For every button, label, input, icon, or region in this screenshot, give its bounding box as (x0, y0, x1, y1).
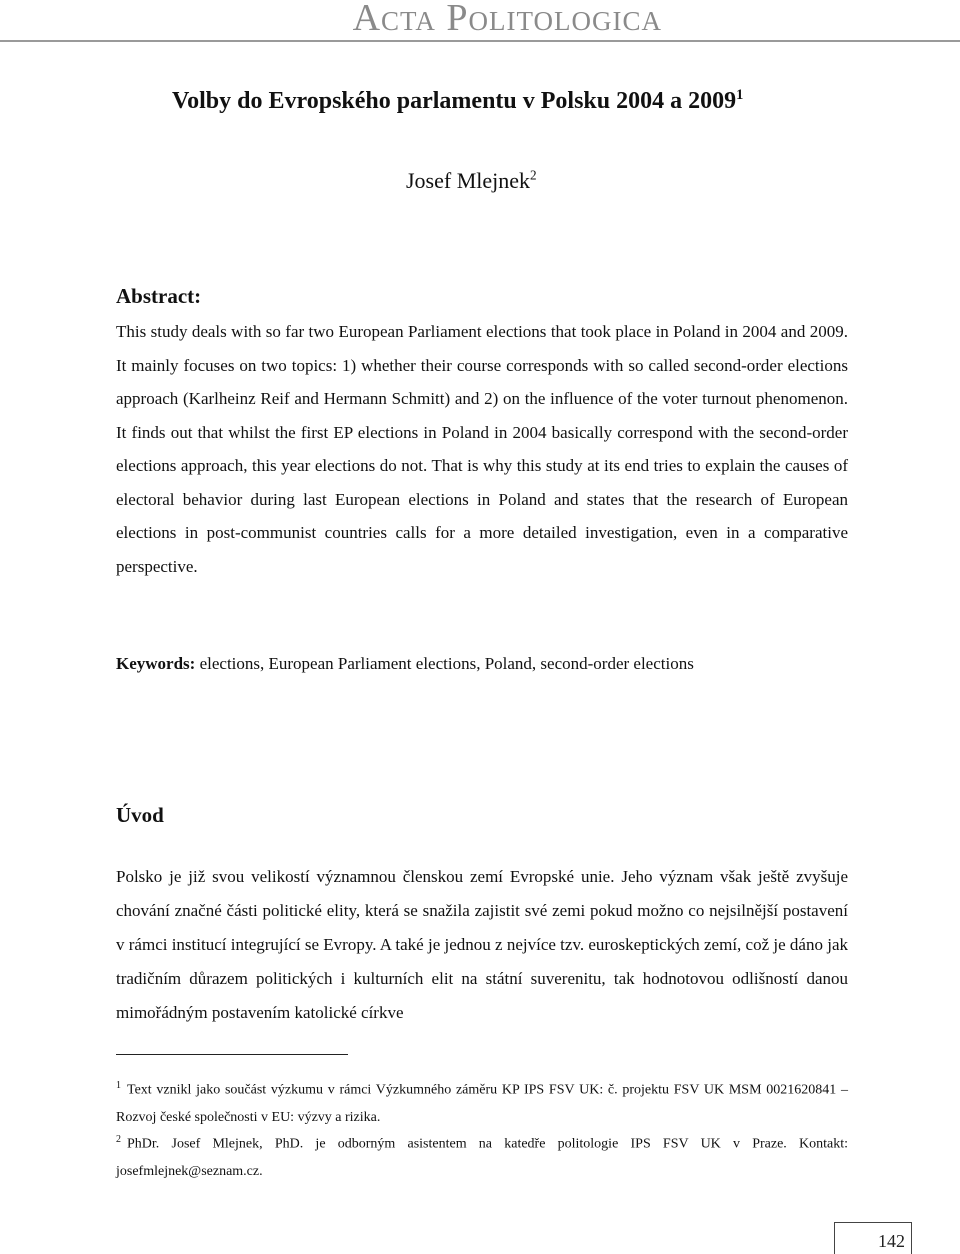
footnote-1 (116, 1072, 848, 1131)
footnote-2 (116, 1126, 848, 1185)
header-divider (0, 40, 960, 42)
abstract-text: This study deals with so far two European Parliament elections that took place in Poland in 2004 and 2009. It mainly focuses on two topics: 1) whether their course corresponds with so called second-order elections approach (Karlheinz Reif and Hermann Schmitt) and 2) on the influence of the voter turnout phenomenon. It finds out that whilst the first EP elections in Poland in 2004 basically correspond with the second-order elections approach, this year elections do not. That is why this study at its end tries to explain the causes of electoral behavior during last European elections in Poland and states that the research of European elections in post-communist countries calls for a more detailed investigation, even in a comparative perspective. (116, 322, 848, 576)
journal-header (0, 0, 960, 44)
paper-title (172, 88, 743, 115)
page-number: 142 (878, 1231, 905, 1251)
section-heading-intro: Úvod (116, 803, 164, 827)
keywords (116, 650, 856, 678)
page-number-box (834, 1222, 912, 1254)
author (406, 168, 537, 194)
footnote-number: 2 (116, 1134, 121, 1145)
intro-text: Polsko je již svou velikostí významnou členskou zemí Evropské unie. Jeho význam však ještě zvyšuje chování značné části politické elity, která se snažila zajistit své zemi pokud možno co nejsilnější postavení v rámci institucí integrující se Evropy. A také je jednou z nejvíce tzv. euroskeptických zemí, což je dáno jak tradičním důrazem politických i kulturních elit na státní suverenitu, tak hodnotovou odlišností danou mimořádným postavením katolické církve (116, 867, 848, 1022)
title-footnote-ref[interactable]: 1 (736, 87, 744, 103)
author-footnote-ref[interactable]: 2 (530, 167, 537, 183)
footnote-text: Text vznikl jako součást výzkumu v rámci Výzkumného záměru KP IPS FSV UK: č. projektu FSV UK MSM 0021620841 – Rozvoj české společnosti v EU: výzvy a rizika. (116, 1082, 848, 1125)
footnote-number: 1 (116, 1080, 121, 1091)
journal-title: Acta Politologica (352, 0, 662, 39)
paper-title-text: Volby do Evropského parlamentu v Polsku 2004 a 2009 (172, 88, 737, 114)
footnote-divider (116, 1054, 348, 1055)
keywords-label: Keywords: (116, 654, 196, 673)
abstract-heading: Abstract: (116, 284, 202, 308)
footnote-text: PhDr. Josef Mlejnek, PhD. je odborným asistentem na katedře politologie IPS FSV UK v Praze. Kontakt: josefmlejnek@seznam.cz. (116, 1136, 848, 1179)
keywords-text: elections, European Parliament elections, Poland, second-order elections (195, 654, 694, 673)
author-name: Josef Mlejnek (406, 168, 531, 193)
